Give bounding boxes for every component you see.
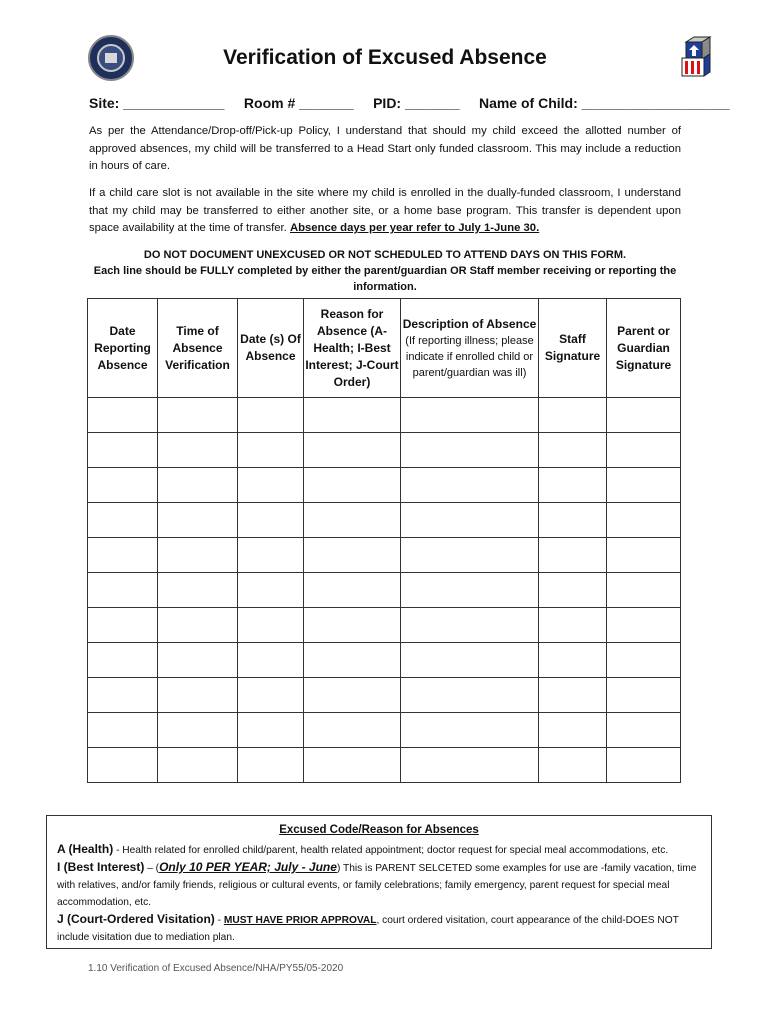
table-cell[interactable] bbox=[304, 678, 401, 713]
col-time-verification: Time of Absence Verification bbox=[158, 299, 238, 398]
table-cell[interactable] bbox=[88, 678, 158, 713]
table-cell[interactable] bbox=[539, 538, 607, 573]
table-cell[interactable] bbox=[401, 643, 539, 678]
table-row bbox=[88, 678, 681, 713]
table-cell[interactable] bbox=[304, 713, 401, 748]
table-cell[interactable] bbox=[607, 643, 681, 678]
absence-days-note: Absence days per year refer to July 1-June 30. bbox=[289, 222, 540, 234]
table-cell[interactable] bbox=[539, 433, 607, 468]
table-cell[interactable] bbox=[158, 398, 238, 433]
table-cell[interactable] bbox=[304, 468, 401, 503]
table-cell[interactable] bbox=[401, 433, 539, 468]
table-cell[interactable] bbox=[607, 398, 681, 433]
table-cell[interactable] bbox=[158, 468, 238, 503]
table-cell[interactable] bbox=[607, 713, 681, 748]
code-i: I (Best Interest) – (Only 10 PER YEAR; July - June) This is PARENT SELCETED some examples for use are -family vacation, time with relatives, and/or family friends, religious or cultural events, or family celebrations; family emergency, parent request for special meal accommodation, etc. bbox=[57, 860, 697, 908]
table-cell[interactable] bbox=[401, 713, 539, 748]
policy-paragraph: As per the Attendance/Drop-off/Pick-up Policy, I understand that should my child exceed the allotted number of approved absences, my child will be transferred to a Head Start only funded classroom. This may include a reduction in hours of care. bbox=[89, 125, 681, 172]
table-row bbox=[88, 538, 681, 573]
table-cell[interactable] bbox=[401, 678, 539, 713]
col-parent-signature: Parent or Guardian Signature bbox=[607, 299, 681, 398]
table-cell[interactable] bbox=[539, 608, 607, 643]
table-row bbox=[88, 503, 681, 538]
page-title: Verification of Excused Absence bbox=[223, 46, 547, 69]
table-cell[interactable] bbox=[607, 433, 681, 468]
table-row bbox=[88, 748, 681, 783]
table-cell[interactable] bbox=[238, 503, 304, 538]
table-cell[interactable] bbox=[88, 608, 158, 643]
child-name-field[interactable]: Name of Child: ___________________ bbox=[478, 95, 730, 111]
table-cell[interactable] bbox=[238, 573, 304, 608]
excused-codes-box bbox=[46, 815, 712, 949]
table-row bbox=[88, 608, 681, 643]
table-cell[interactable] bbox=[88, 433, 158, 468]
table-cell[interactable] bbox=[158, 433, 238, 468]
table-cell[interactable] bbox=[158, 748, 238, 783]
pid-field[interactable]: PID: _______ bbox=[373, 95, 460, 111]
code-a: A (Health) - Health related for enrolled child/parent, health related appointment; doctor request for special meal accommodations, etc. bbox=[57, 842, 669, 856]
table-cell[interactable] bbox=[607, 678, 681, 713]
table-cell[interactable] bbox=[607, 538, 681, 573]
table-cell[interactable] bbox=[304, 748, 401, 783]
table-cell[interactable] bbox=[539, 503, 607, 538]
table-cell[interactable] bbox=[238, 538, 304, 573]
form-footer: 1.10 Verification of Excused Absence/NHA/PY55/05-2020 bbox=[88, 963, 344, 974]
table-cell[interactable] bbox=[607, 608, 681, 643]
table-cell[interactable] bbox=[304, 608, 401, 643]
table-cell[interactable] bbox=[88, 748, 158, 783]
table-cell[interactable] bbox=[401, 398, 539, 433]
table-cell[interactable] bbox=[238, 433, 304, 468]
table-cell[interactable] bbox=[88, 503, 158, 538]
table-cell[interactable] bbox=[158, 713, 238, 748]
table-cell[interactable] bbox=[238, 468, 304, 503]
table-cell[interactable] bbox=[88, 398, 158, 433]
transfer-text: If a child care slot is not available in the site where my child is enrolled in the dually-funded classroom, I understand that my child may be transferred to either another site, or a home base program. This transfer is dependent upon space availability at the time of transfer. bbox=[89, 187, 681, 234]
col-dates-absence: Date (s) Of Absence bbox=[238, 299, 304, 398]
table-cell[interactable] bbox=[304, 573, 401, 608]
col-description-note: (If reporting illness; please indicate if enrolled child or parent/guardian was ill) bbox=[405, 334, 534, 379]
codes-heading: Excused Code/Reason for Absences bbox=[279, 824, 479, 836]
table-row bbox=[88, 643, 681, 678]
table-cell[interactable] bbox=[539, 398, 607, 433]
table-cell[interactable] bbox=[607, 503, 681, 538]
table-cell[interactable] bbox=[158, 538, 238, 573]
code-j: J (Court-Ordered Visitation) - MUST HAVE PRIOR APPROVAL, court ordered visitation, court appearance of the child-DOES NOT include visitation due to mediation plan. bbox=[57, 912, 679, 943]
table-row bbox=[88, 433, 681, 468]
table-cell[interactable] bbox=[88, 538, 158, 573]
table-cell[interactable] bbox=[158, 643, 238, 678]
table-header-row bbox=[88, 299, 681, 398]
col-reason: Reason for Absence (A-Health; I-Best Interest; J-Court Order) bbox=[304, 299, 401, 398]
form-notice bbox=[89, 247, 681, 295]
table-cell[interactable] bbox=[539, 468, 607, 503]
table-cell[interactable] bbox=[304, 503, 401, 538]
table-cell[interactable] bbox=[401, 468, 539, 503]
table-cell[interactable] bbox=[607, 748, 681, 783]
table-cell[interactable] bbox=[238, 643, 304, 678]
table-cell[interactable] bbox=[539, 643, 607, 678]
table-cell[interactable] bbox=[88, 468, 158, 503]
table-cell[interactable] bbox=[238, 748, 304, 783]
table-cell[interactable] bbox=[304, 433, 401, 468]
table-cell[interactable] bbox=[401, 573, 539, 608]
col-date-reporting: Date Reporting Absence bbox=[88, 299, 158, 398]
table-cell[interactable] bbox=[401, 608, 539, 643]
notice-line-1: DO NOT DOCUMENT UNEXCUSED OR NOT SCHEDULED TO ATTEND DAYS ON THIS FORM. bbox=[143, 249, 627, 261]
table-cell[interactable] bbox=[158, 573, 238, 608]
table-cell[interactable] bbox=[238, 678, 304, 713]
table-cell[interactable] bbox=[88, 573, 158, 608]
absence-log-table bbox=[87, 298, 681, 783]
table-row bbox=[88, 713, 681, 748]
table-cell[interactable] bbox=[539, 678, 607, 713]
site-field[interactable]: Site: _____________ bbox=[89, 95, 225, 111]
table-cell[interactable] bbox=[158, 678, 238, 713]
head-start-blocks-logo bbox=[680, 36, 714, 78]
table-cell[interactable] bbox=[539, 713, 607, 748]
table-cell[interactable] bbox=[607, 573, 681, 608]
table-row bbox=[88, 468, 681, 503]
table-cell[interactable] bbox=[539, 748, 607, 783]
transfer-paragraph bbox=[89, 185, 681, 238]
table-cell[interactable] bbox=[401, 538, 539, 573]
table-cell[interactable] bbox=[304, 398, 401, 433]
room-field[interactable]: Room # _______ bbox=[243, 95, 354, 111]
table-cell[interactable] bbox=[401, 748, 539, 783]
notice-line-2: Each line should be FULLY completed by either the parent/guardian OR Staff member receiving or reporting the information. bbox=[93, 265, 677, 293]
form-header-fields bbox=[89, 95, 730, 111]
table-row bbox=[88, 398, 681, 433]
table-cell[interactable] bbox=[539, 573, 607, 608]
col-description: Description of Absence (If reporting illness; please indicate if enrolled child or parent/guardian was ill) bbox=[401, 299, 539, 398]
col-staff-signature: Staff Signature bbox=[539, 299, 607, 398]
table-cell[interactable] bbox=[88, 643, 158, 678]
table-cell[interactable] bbox=[238, 398, 304, 433]
table-cell[interactable] bbox=[238, 608, 304, 643]
table-cell[interactable] bbox=[88, 713, 158, 748]
table-cell[interactable] bbox=[401, 503, 539, 538]
table-cell[interactable] bbox=[158, 503, 238, 538]
table-cell[interactable] bbox=[158, 608, 238, 643]
table-cell[interactable] bbox=[304, 538, 401, 573]
table-cell[interactable] bbox=[607, 468, 681, 503]
table-cell[interactable] bbox=[304, 643, 401, 678]
table-cell[interactable] bbox=[238, 713, 304, 748]
table-row bbox=[88, 573, 681, 608]
